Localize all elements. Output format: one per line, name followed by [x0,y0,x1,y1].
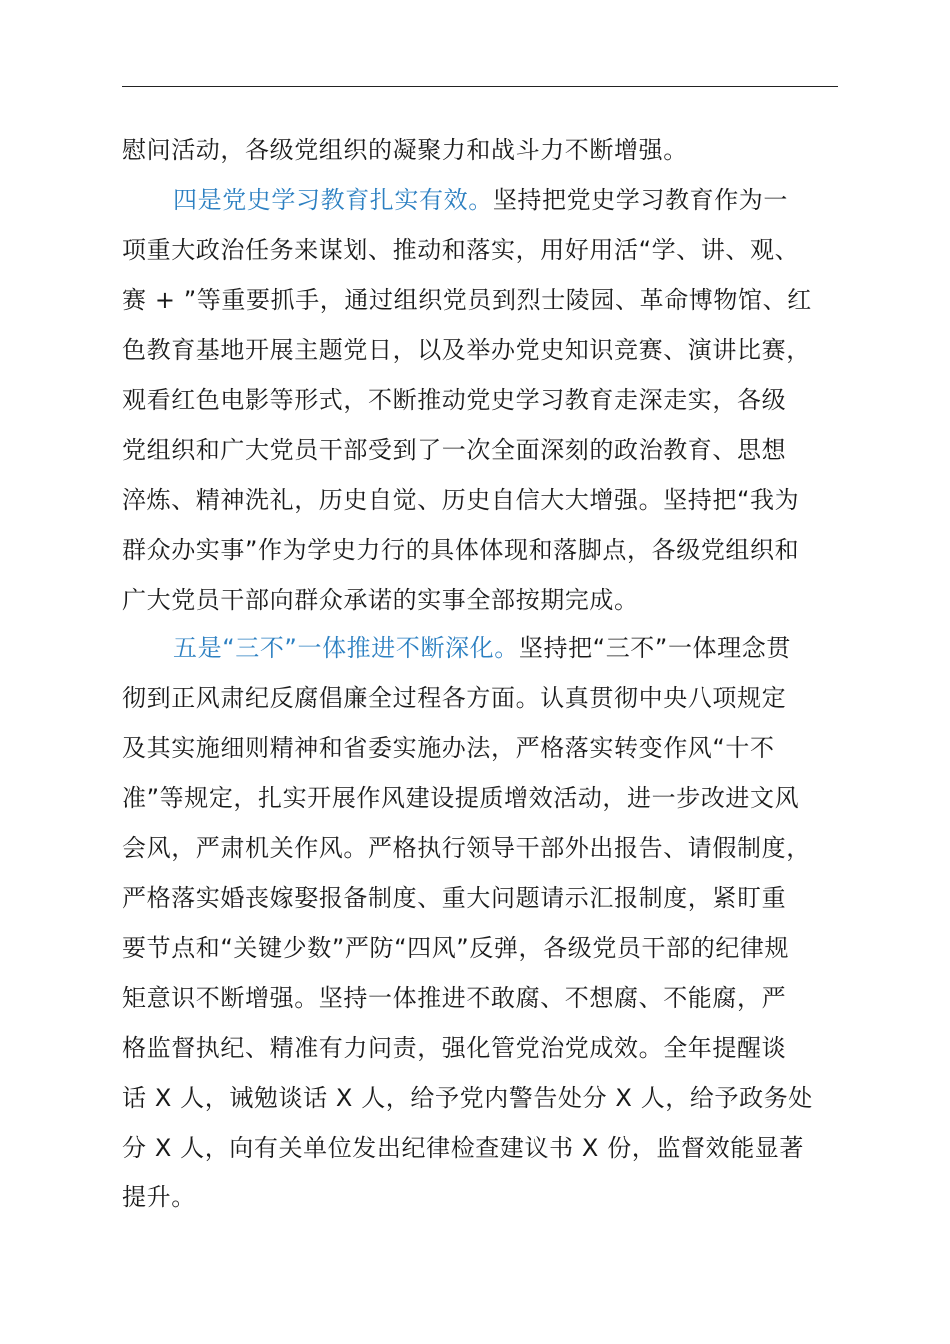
text-line [122,485,872,515]
text-line [122,1033,872,1063]
text-line [122,135,872,165]
text-line [122,1182,872,1212]
line-text: 严格落实婚丧嫁娶报备制度、重大问题请示汇报制度，紧盯重 [122,884,787,912]
text-line [122,585,872,615]
section-heading-5: 五是“三不”一体推进不断深化。 [173,634,519,662]
line-text: 色教育基地开展主题党日，以及举办党史知识竞赛、演讲比赛， [122,336,811,364]
section-heading-4: 四是党史学习教育扎实有效。 [173,186,493,214]
line-text: 坚持把“三不”一体理念贯 [518,634,791,662]
text-line [122,933,872,963]
section-heading-line [173,185,873,215]
line-text: 党组织和广大党员干部受到了一次全面深刻的政治教育、思想 [122,436,787,464]
header-rule [122,86,838,87]
line-text: 群众办实事”作为学史力行的具体体现和落脚点，各级党组织和 [122,536,800,564]
line-text: 观看红色电影等形式，不断推动党史学习教育走深走实，各级 [122,386,787,414]
line-text: 淬炼、精神洗礼，历史自觉、历史自信大大增强。坚持把“我为 [122,486,800,514]
text-line [122,833,872,863]
line-text: 及其实施细则精神和省委实施办法，严格落实转变作风“十不 [122,734,775,762]
text-line [122,235,872,265]
text-line [122,535,872,565]
line-text: 会风，严肃机关作风。严格执行领导干部外出报告、请假制度， [122,834,811,862]
line-text: 彻到正风肃纪反腐倡廉全过程各方面。认真贯彻中央八项规定 [122,684,787,712]
line-text: 要节点和“关键少数”严防“四风”反弹，各级党员干部的纪律规 [122,934,790,962]
line-text: 准”等规定，扎实开展作风建设提质增效活动，进一步改进文风 [122,784,800,812]
line-text: 赛 + ”等重要抓手，通过组织党员到烈士陵园、革命博物馆、红 [122,286,812,314]
line-text: 广大党员干部向群众承诺的实事全部按期完成。 [122,586,639,614]
line-text: 格监督执纪、精准有力问责，强化管党治党成效。全年提醒谈 [122,1034,787,1062]
line-text: 分 X 人，向有关单位发出纪律检查建议书 X 份，监督效能显著 [122,1134,804,1162]
text-line [122,683,872,713]
text-line [122,783,872,813]
line-text: 提升。 [122,1183,196,1211]
line-text: 项重大政治任务来谋划、推动和落实，用好用活“学、讲、观、 [122,236,800,264]
text-line [122,1133,872,1163]
text-line [122,385,872,415]
text-line [122,435,872,465]
text-line [122,285,872,315]
text-line [122,335,872,365]
text-line [122,1083,872,1113]
line-text: 慰问活动，各级党组织的凝聚力和战斗力不断增强。 [122,136,688,164]
line-text: 话 X 人，诫勉谈话 X 人，给予党内警告处分 X 人，给予政务处 [122,1084,813,1112]
text-line [122,983,872,1013]
section-heading-line [173,633,873,663]
text-line [122,733,872,763]
text-line [122,883,872,913]
line-text: 坚持把党史学习教育作为一 [492,186,789,214]
line-text: 矩意识不断增强。坚持一体推进不敢腐、不想腐、不能腐，严 [122,984,787,1012]
